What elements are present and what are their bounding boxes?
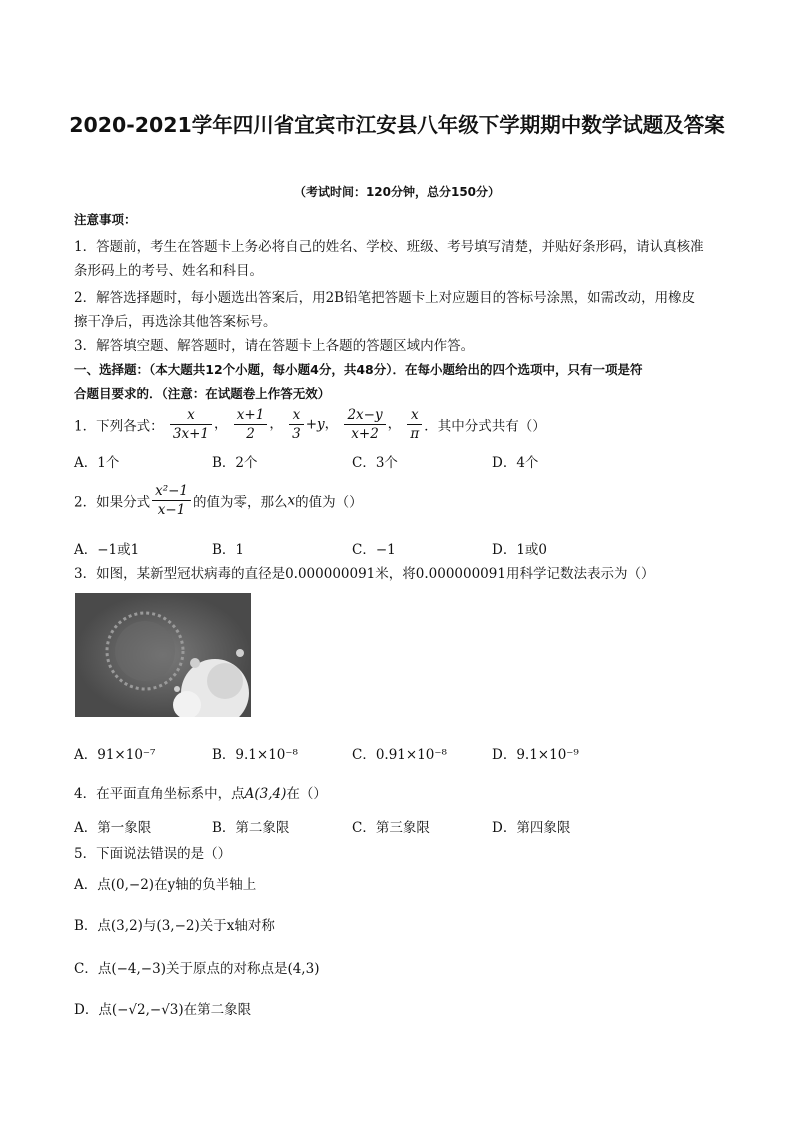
q1-option-c: C．3个: [352, 455, 398, 471]
q4-option-c: C．第三象限: [352, 820, 430, 836]
q3-option-c: C．0.91×10⁻⁸: [352, 747, 447, 763]
notice-item-3: 3．解答填空题、解答题时，请在答题卡上各题的答题区域内作答。: [74, 338, 475, 354]
question-4: 4．在平面直角坐标系中，点A(3,4)在（）: [74, 786, 327, 802]
notice-item-1b: 条形码上的考号、姓名和科目。: [74, 263, 263, 279]
q1-option-a: A．1个: [74, 455, 120, 471]
fraction-4: $\frac{2x-y}{x+2}$: [344, 406, 385, 443]
fraction-q2: $\frac{\text{x²−1}}{x-1}$: [152, 482, 191, 519]
fraction-1: $\frac{x}{3x+1}$: [170, 406, 212, 443]
section-heading-cont: 合题目要求的．（注意：在试题卷上作答无效）: [74, 386, 331, 401]
q2-option-a: A．−1或1: [74, 542, 140, 558]
q1-option-d: D．4个: [492, 455, 539, 471]
q3-option-d: D．9.1×10⁻⁹: [492, 747, 579, 763]
fraction-3: $\frac{x}{3}$: [289, 406, 304, 443]
fraction-5: $\frac{x}{\pi}$: [407, 406, 422, 443]
q4-option-b: B．第二象限: [212, 820, 290, 836]
question-1: 1．下列各式： $\frac{x}{3x+1}$ ， $\frac{x+1}{2}$ ， $\frac{x}{3}$ +y， $\frac{2x-y}{x+2}$ ， $\frac{x}{\pi}$ ．其中分式共有（）: [74, 407, 546, 442]
fraction-2: $\frac{x+1}{2}$: [234, 406, 268, 443]
q2-option-c: C．−1: [352, 542, 396, 558]
q2-option-b: B．1: [212, 542, 245, 558]
q4-option-d: D．第四象限: [492, 820, 571, 836]
q2-option-d: D．1或0: [492, 542, 548, 558]
exam-info: （考试时间：120分钟，总分150分）: [293, 185, 501, 199]
q5-option-d: D．点(−√2,−√3)在第二象限: [74, 1002, 252, 1018]
q1-option-b: B．2个: [212, 455, 258, 471]
q5-option-c: C．点(−4,−3)关于原点的对称点是(4,3): [74, 961, 320, 977]
q3-option-b: B．9.1×10⁻⁸: [212, 747, 298, 763]
page-title: 2020-2021学年四川省宜宾市江安县八年级下学期期中数学试题及答案: [69, 113, 725, 137]
question-5: 5．下面说法错误的是（）: [74, 846, 232, 862]
q5-option-a: A．点(0,−2)在y轴的负半轴上: [74, 877, 257, 893]
notice-item-2b: 擦干净后，再选涂其他答案标号。: [74, 314, 277, 330]
section-heading: 一、选择题：（本大题共12个小题，每小题4分，共48分）．在每小题给出的四个选项中，只有一项是符: [74, 362, 643, 377]
q3-option-a: A．91×10⁻⁷: [74, 747, 156, 763]
question-3: 3．如图，某新型冠状病毒的直径是0.000000091米，将0.000000091用科学记数法表示为（）: [74, 566, 655, 582]
notice-item-1a: 1．答题前，考生在答题卡上务必将自己的姓名、学校、班级、考号填写清楚，并贴好条形码，请认真核准: [74, 239, 704, 255]
q5-option-b: B．点(3,2)与(3,−2)关于x轴对称: [74, 918, 275, 934]
q4-option-a: A．第一象限: [74, 820, 152, 836]
question-2: 2．如果分式 $\frac{\text{x²−1}}{x-1}$ 的值为零，那么x的值为（）: [74, 483, 363, 518]
notice-heading: 注意事项：: [74, 212, 137, 227]
notice-item-2a: 2．解答选择题时，每小题选出答案后，用2B铅笔把答题卡上对应题目的答标号涂黑，如需改动，用橡皮: [74, 290, 696, 306]
virus-photo: [75, 593, 251, 717]
